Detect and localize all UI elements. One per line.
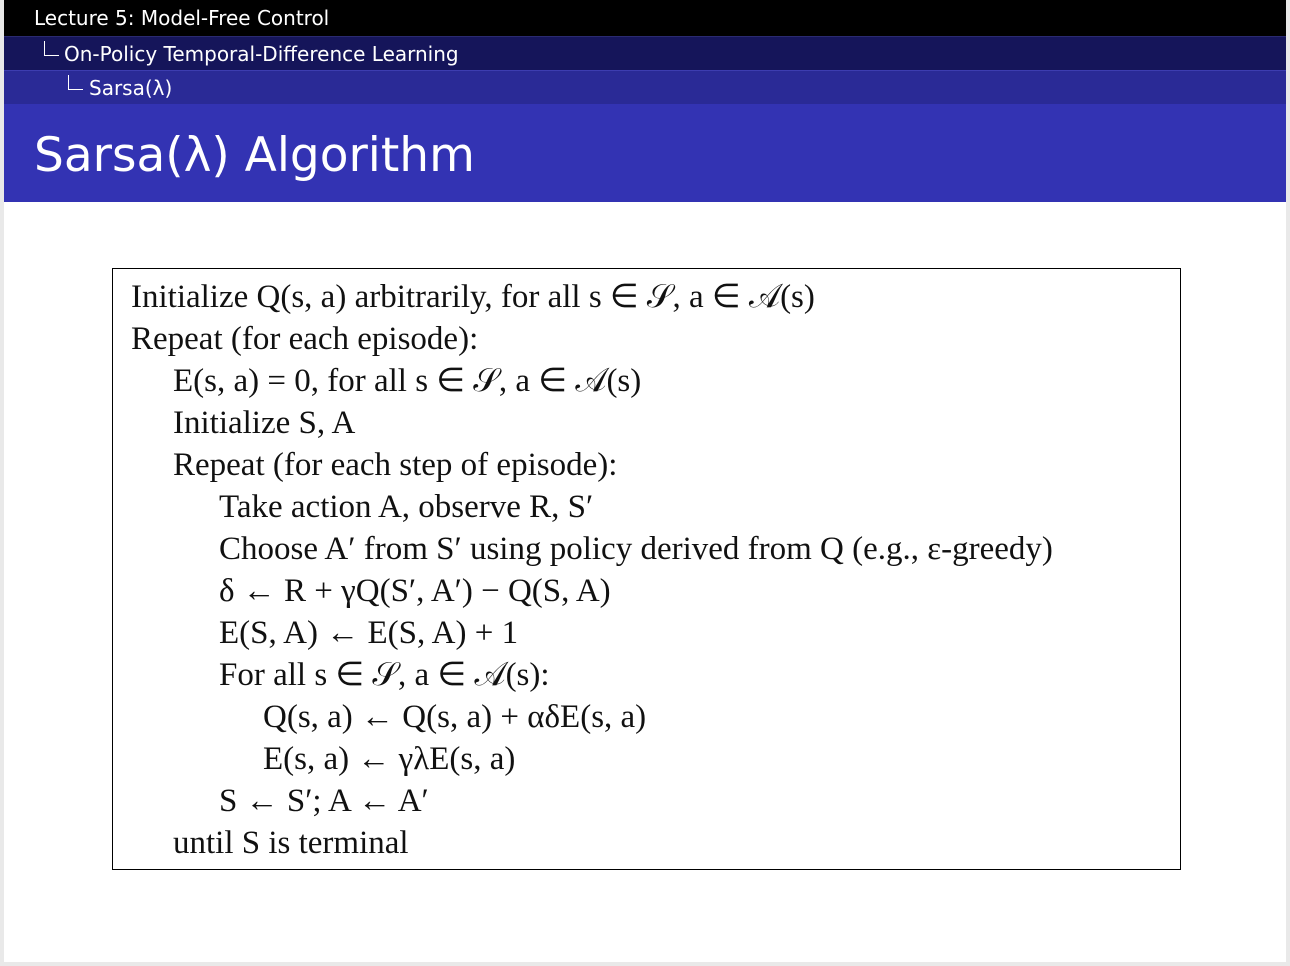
algorithm-box: [112, 268, 1181, 870]
header-subsection: Sarsa(λ): [89, 76, 173, 100]
algorithm-line: E(s, a) = 0, for all s ∈ 𝒮, a ∈ 𝒜(s): [173, 363, 642, 399]
header-lecture-bar: [4, 0, 1286, 36]
tree-elbow-icon: [68, 75, 83, 90]
algorithm-line: Repeat (for each episode):: [131, 321, 479, 357]
algorithm-line: Initialize Q(s, a) arbitrarily, for all s ∈ 𝒮, a ∈ 𝒜(s): [131, 279, 815, 315]
slide-title: Sarsa(λ) Algorithm: [34, 128, 475, 183]
title-bar: [4, 104, 1286, 202]
algorithm-line: S ← S′; A ← A′: [219, 783, 429, 819]
algorithm-line: Take action A, observe R, S′: [219, 489, 594, 525]
algorithm-line: Initialize S, A: [173, 405, 356, 441]
header-lecture: Lecture 5: Model-Free Control: [34, 6, 330, 30]
algorithm-line: Repeat (for each step of episode):: [173, 447, 618, 483]
algorithm-line: For all s ∈ 𝒮, a ∈ 𝒜(s):: [219, 657, 550, 693]
header-section: On-Policy Temporal-Difference Learning: [64, 42, 459, 66]
tree-elbow-icon: [44, 41, 59, 56]
algorithm-line: Choose A′ from S′ using policy derived from Q (e.g., ε-greedy): [219, 531, 1053, 567]
algorithm-line: Q(s, a) ← Q(s, a) + αδE(s, a): [263, 699, 647, 735]
algorithm-line: E(S, A) ← E(S, A) + 1: [219, 615, 519, 651]
slide: [4, 0, 1286, 962]
algorithm-line: E(s, a) ← γλE(s, a): [263, 741, 516, 777]
header-section-bar: [4, 36, 1286, 70]
header-subsection-bar: [4, 70, 1286, 104]
algorithm-line: δ ← R + γQ(S′, A′) − Q(S, A): [219, 573, 611, 609]
algorithm-line: until S is terminal: [173, 825, 409, 861]
